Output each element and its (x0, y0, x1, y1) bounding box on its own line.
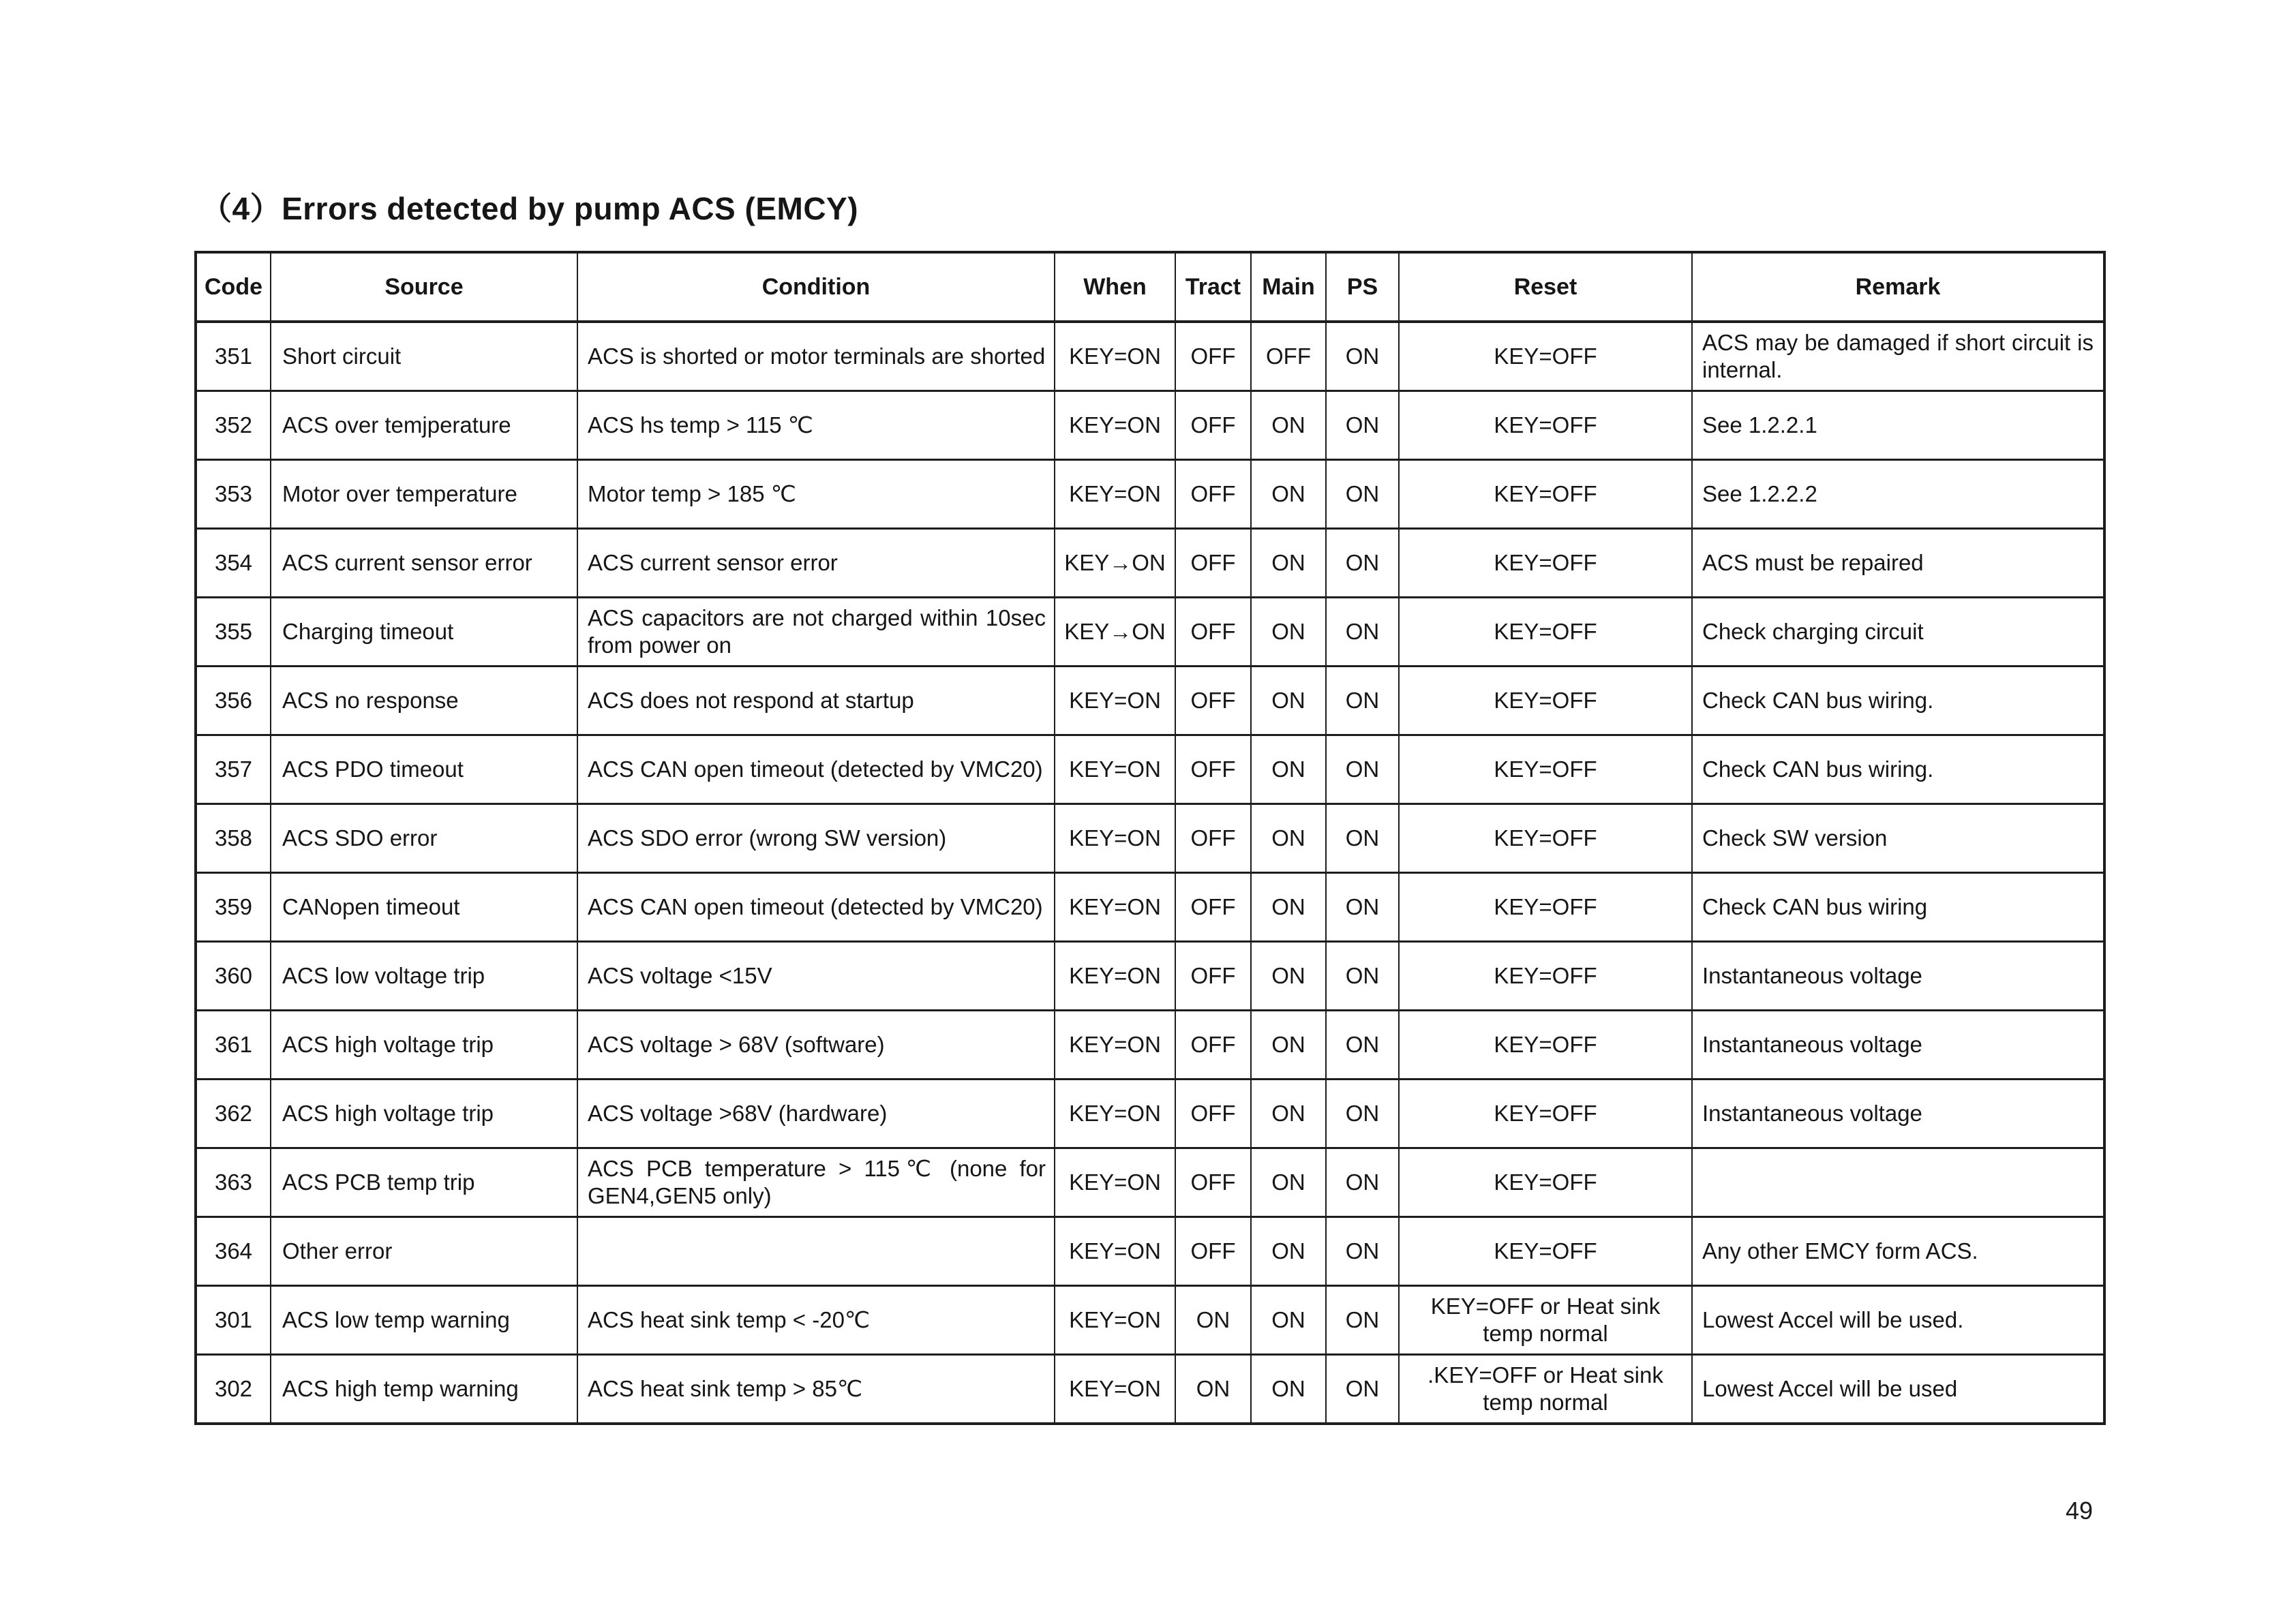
cell-reset: KEY=OFF (1399, 1080, 1692, 1148)
cell-remark: Check CAN bus wiring. (1692, 735, 2104, 804)
cell-when: KEY=ON (1055, 667, 1175, 735)
cell-when: KEY→ON (1055, 529, 1175, 598)
cell-ps: ON (1326, 598, 1399, 667)
cell-tract: OFF (1175, 1148, 1251, 1217)
table-row (196, 322, 2104, 391)
table-row (196, 1217, 2104, 1286)
table-row (196, 873, 2104, 942)
cell-reset: .KEY=OFF or Heat sink temp normal (1399, 1355, 1692, 1424)
cell-source: ACS high voltage trip (271, 1080, 577, 1148)
cell-remark: Instantaneous voltage (1692, 1011, 2104, 1080)
cell-code: 360 (196, 942, 271, 1011)
cell-ps: ON (1326, 391, 1399, 460)
cell-condition: ACS is shorted or motor terminals are shorted (577, 322, 1055, 391)
cell-reset: KEY=OFF (1399, 1011, 1692, 1080)
cell-ps: ON (1326, 873, 1399, 942)
cell-tract: OFF (1175, 942, 1251, 1011)
cell-condition: ACS voltage <15V (577, 942, 1055, 1011)
cell-source: ACS low temp warning (271, 1286, 577, 1355)
cell-source: ACS low voltage trip (271, 942, 577, 1011)
cell-code: 302 (196, 1355, 271, 1424)
cell-reset: KEY=OFF (1399, 460, 1692, 529)
cell-tract: OFF (1175, 804, 1251, 873)
cell-main: ON (1251, 598, 1326, 667)
table-row (196, 1011, 2104, 1080)
table-header (196, 252, 2104, 322)
cell-condition: ACS heat sink temp < -20℃ (577, 1286, 1055, 1355)
cell-ps: ON (1326, 667, 1399, 735)
cell-ps: ON (1326, 529, 1399, 598)
cell-reset: KEY=OFF (1399, 1217, 1692, 1286)
cell-main: ON (1251, 391, 1326, 460)
cell-reset: KEY=OFF (1399, 873, 1692, 942)
cell-tract: ON (1175, 1286, 1251, 1355)
cell-code: 359 (196, 873, 271, 942)
cell-source: ACS PCB temp trip (271, 1148, 577, 1217)
cell-when: KEY=ON (1055, 942, 1175, 1011)
cell-source: Charging timeout (271, 598, 577, 667)
cell-ps: ON (1326, 942, 1399, 1011)
cell-source: ACS PDO timeout (271, 735, 577, 804)
cell-when: KEY=ON (1055, 1217, 1175, 1286)
cell-when: KEY=ON (1055, 804, 1175, 873)
table-row (196, 460, 2104, 529)
cell-when: KEY=ON (1055, 1011, 1175, 1080)
cell-when: KEY=ON (1055, 1080, 1175, 1148)
cell-remark: Instantaneous voltage (1692, 942, 2104, 1011)
column-header-remark: Remark (1692, 252, 2104, 322)
cell-reset: KEY=OFF (1399, 391, 1692, 460)
cell-condition: ACS voltage > 68V (software) (577, 1011, 1055, 1080)
table-row (196, 735, 2104, 804)
column-header-source: Source (271, 252, 577, 322)
cell-remark: ACS must be repaired (1692, 529, 2104, 598)
cell-source: ACS high voltage trip (271, 1011, 577, 1080)
cell-code: 361 (196, 1011, 271, 1080)
cell-source: ACS over temjperature (271, 391, 577, 460)
cell-condition: ACS CAN open timeout (detected by VMC20) (577, 735, 1055, 804)
cell-main: ON (1251, 735, 1326, 804)
cell-source: Motor over temperature (271, 460, 577, 529)
cell-remark: Check SW version (1692, 804, 2104, 873)
cell-main: ON (1251, 667, 1326, 735)
cell-reset: KEY=OFF or Heat sink temp normal (1399, 1286, 1692, 1355)
cell-tract: OFF (1175, 322, 1251, 391)
cell-code: 356 (196, 667, 271, 735)
page-number: 49 (2066, 1497, 2094, 1525)
cell-main: ON (1251, 1080, 1326, 1148)
cell-when: KEY→ON (1055, 598, 1175, 667)
cell-tract: OFF (1175, 1011, 1251, 1080)
cell-tract: OFF (1175, 391, 1251, 460)
cell-remark: Lowest Accel will be used (1692, 1355, 2104, 1424)
cell-remark: Instantaneous voltage (1692, 1080, 2104, 1148)
cell-tract: ON (1175, 1355, 1251, 1424)
cell-main: ON (1251, 873, 1326, 942)
cell-tract: OFF (1175, 460, 1251, 529)
cell-reset: KEY=OFF (1399, 529, 1692, 598)
cell-source: ACS high temp warning (271, 1355, 577, 1424)
cell-main: ON (1251, 460, 1326, 529)
cell-when: KEY=ON (1055, 1355, 1175, 1424)
cell-when: KEY=ON (1055, 322, 1175, 391)
cell-reset: KEY=OFF (1399, 804, 1692, 873)
page-title: （4）Errors detected by pump ACS (EMCY) (200, 191, 859, 226)
column-header-when: When (1055, 252, 1175, 322)
cell-when: KEY=ON (1055, 1286, 1175, 1355)
cell-main: ON (1251, 1148, 1326, 1217)
cell-condition: ACS PCB temperature > 115℃ (none for GEN4,GEN5 only) (577, 1148, 1055, 1217)
column-header-tract: Tract (1175, 252, 1251, 322)
cell-when: KEY=ON (1055, 735, 1175, 804)
cell-when: KEY=ON (1055, 1148, 1175, 1217)
cell-remark: Lowest Accel will be used. (1692, 1286, 2104, 1355)
cell-reset: KEY=OFF (1399, 942, 1692, 1011)
error-code-table (194, 251, 2106, 1425)
cell-main: ON (1251, 1355, 1326, 1424)
table-row (196, 391, 2104, 460)
cell-source: ACS current sensor error (271, 529, 577, 598)
cell-condition: ACS CAN open timeout (detected by VMC20) (577, 873, 1055, 942)
cell-source: CANopen timeout (271, 873, 577, 942)
cell-remark: See 1.2.2.2 (1692, 460, 2104, 529)
cell-ps: ON (1326, 1080, 1399, 1148)
cell-ps: ON (1326, 1148, 1399, 1217)
cell-remark: See 1.2.2.1 (1692, 391, 2104, 460)
cell-tract: OFF (1175, 598, 1251, 667)
cell-code: 358 (196, 804, 271, 873)
cell-reset: KEY=OFF (1399, 598, 1692, 667)
cell-main: ON (1251, 529, 1326, 598)
table-row (196, 1148, 2104, 1217)
cell-code: 363 (196, 1148, 271, 1217)
table-row (196, 1080, 2104, 1148)
table-row (196, 804, 2104, 873)
table-row (196, 1355, 2104, 1424)
cell-condition: ACS voltage >68V (hardware) (577, 1080, 1055, 1148)
cell-tract: OFF (1175, 1217, 1251, 1286)
cell-condition: ACS capacitors are not charged within 10sec from power on (577, 598, 1055, 667)
cell-tract: OFF (1175, 667, 1251, 735)
cell-code: 355 (196, 598, 271, 667)
cell-main: ON (1251, 1286, 1326, 1355)
cell-reset: KEY=OFF (1399, 1148, 1692, 1217)
cell-main: ON (1251, 1011, 1326, 1080)
cell-remark (1692, 1148, 2104, 1217)
cell-code: 364 (196, 1217, 271, 1286)
table-row (196, 529, 2104, 598)
cell-remark: Any other EMCY form ACS. (1692, 1217, 2104, 1286)
table-row (196, 598, 2104, 667)
cell-remark: Check charging circuit (1692, 598, 2104, 667)
cell-condition: ACS SDO error (wrong SW version) (577, 804, 1055, 873)
cell-code: 353 (196, 460, 271, 529)
cell-code: 362 (196, 1080, 271, 1148)
cell-source: ACS SDO error (271, 804, 577, 873)
cell-condition (577, 1217, 1055, 1286)
cell-remark: ACS may be damaged if short circuit is internal. (1692, 322, 2104, 391)
cell-ps: ON (1326, 804, 1399, 873)
cell-tract: OFF (1175, 1080, 1251, 1148)
cell-when: KEY=ON (1055, 460, 1175, 529)
table-row (196, 667, 2104, 735)
cell-code: 301 (196, 1286, 271, 1355)
cell-when: KEY=ON (1055, 873, 1175, 942)
table-row (196, 1286, 2104, 1355)
table-row (196, 942, 2104, 1011)
cell-when: KEY=ON (1055, 391, 1175, 460)
column-header-condition: Condition (577, 252, 1055, 322)
cell-code: 352 (196, 391, 271, 460)
cell-condition: Motor temp > 185 ℃ (577, 460, 1055, 529)
column-header-code: Code (196, 252, 271, 322)
column-header-ps: PS (1326, 252, 1399, 322)
column-header-main: Main (1251, 252, 1326, 322)
cell-tract: OFF (1175, 529, 1251, 598)
cell-code: 354 (196, 529, 271, 598)
cell-ps: ON (1326, 1217, 1399, 1286)
cell-tract: OFF (1175, 873, 1251, 942)
header-row (196, 252, 2104, 322)
cell-remark: Check CAN bus wiring (1692, 873, 2104, 942)
column-header-reset: Reset (1399, 252, 1692, 322)
cell-main: ON (1251, 942, 1326, 1011)
cell-main: ON (1251, 1217, 1326, 1286)
cell-source: Other error (271, 1217, 577, 1286)
cell-source: Short circuit (271, 322, 577, 391)
cell-reset: KEY=OFF (1399, 735, 1692, 804)
cell-code: 351 (196, 322, 271, 391)
cell-condition: ACS current sensor error (577, 529, 1055, 598)
cell-reset: KEY=OFF (1399, 667, 1692, 735)
cell-condition: ACS does not respond at startup (577, 667, 1055, 735)
cell-ps: ON (1326, 460, 1399, 529)
cell-ps: ON (1326, 322, 1399, 391)
cell-ps: ON (1326, 1355, 1399, 1424)
cell-ps: ON (1326, 1286, 1399, 1355)
cell-main: OFF (1251, 322, 1326, 391)
cell-remark: Check CAN bus wiring. (1692, 667, 2104, 735)
cell-condition: ACS heat sink temp > 85℃ (577, 1355, 1055, 1424)
cell-reset: KEY=OFF (1399, 322, 1692, 391)
table-body (196, 322, 2104, 1424)
cell-code: 357 (196, 735, 271, 804)
cell-ps: ON (1326, 1011, 1399, 1080)
cell-condition: ACS hs temp > 115 ℃ (577, 391, 1055, 460)
cell-source: ACS no response (271, 667, 577, 735)
cell-main: ON (1251, 804, 1326, 873)
cell-ps: ON (1326, 735, 1399, 804)
cell-tract: OFF (1175, 735, 1251, 804)
